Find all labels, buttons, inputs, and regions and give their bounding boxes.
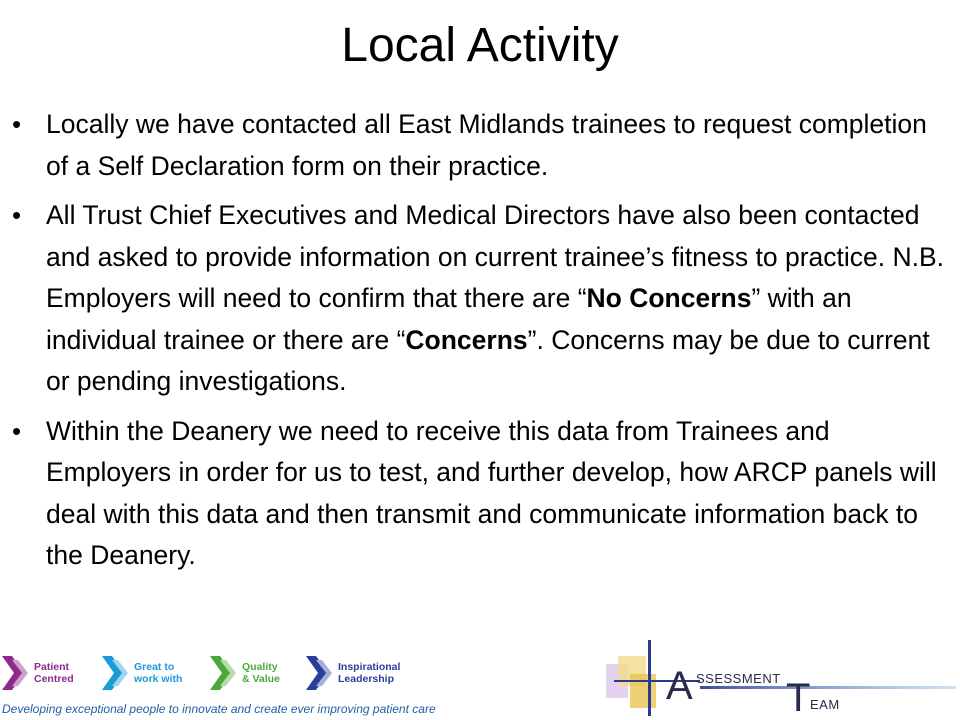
logo-letter-t: T [786,676,811,720]
value-label: Inspirational Leadership [338,661,401,685]
bullet-text: All Trust Chief Executives and Medical Directors have also been contacted and asked to provide information on current trainee’s fitness to practice. N.B. Employers will need to confirm that there are “ [46,200,945,313]
bullet-item [46,104,946,187]
bullet-text: Within the Deanery we need to receive this data from Trainees and Employers in order for us to test, and further develop, how ARCP panels will deal with this data and then transmit and communicate information back to the Deanery. [46,415,937,570]
bullet-item [46,195,946,403]
value-label: Great to work with [134,661,183,685]
value-inspirational-leadership [306,656,400,690]
value-great-to-work-with [102,656,182,690]
logo-word-assessment: SSESSMENT [696,671,781,686]
value-label: Patient Centred [34,661,74,685]
bullet-list [46,104,946,585]
logo-letter-a: A [666,664,693,708]
slide-title: Local Activity [341,19,619,72]
chevron-icon [2,656,30,690]
value-patient-centred [2,656,74,690]
value-label: Quality & Value [242,661,280,685]
chevron-icon [306,656,334,690]
bullet-item [46,411,946,577]
footer-tagline: Developing exceptional people to innovate and create ever improving patient care [2,702,436,716]
chevron-icon [102,656,130,690]
chevron-icon [210,656,238,690]
bullet-bold-text: Concerns [405,324,528,355]
bullet-text: ”. Concerns may be due to current or pending investigations. [46,324,930,396]
values-banner [0,652,430,692]
value-quality-and-value [210,656,280,690]
assessment-team-logo [600,636,960,720]
bullet-text: ” with an individual trainee or there are “ [46,283,852,355]
bullet-bold-text: No Concerns [586,283,752,313]
logo-word-team: EAM [810,697,840,712]
bullet-text: Locally we have contacted all East Midlands trainees to request completion of a Self Declaration form on their practice. [46,109,927,181]
